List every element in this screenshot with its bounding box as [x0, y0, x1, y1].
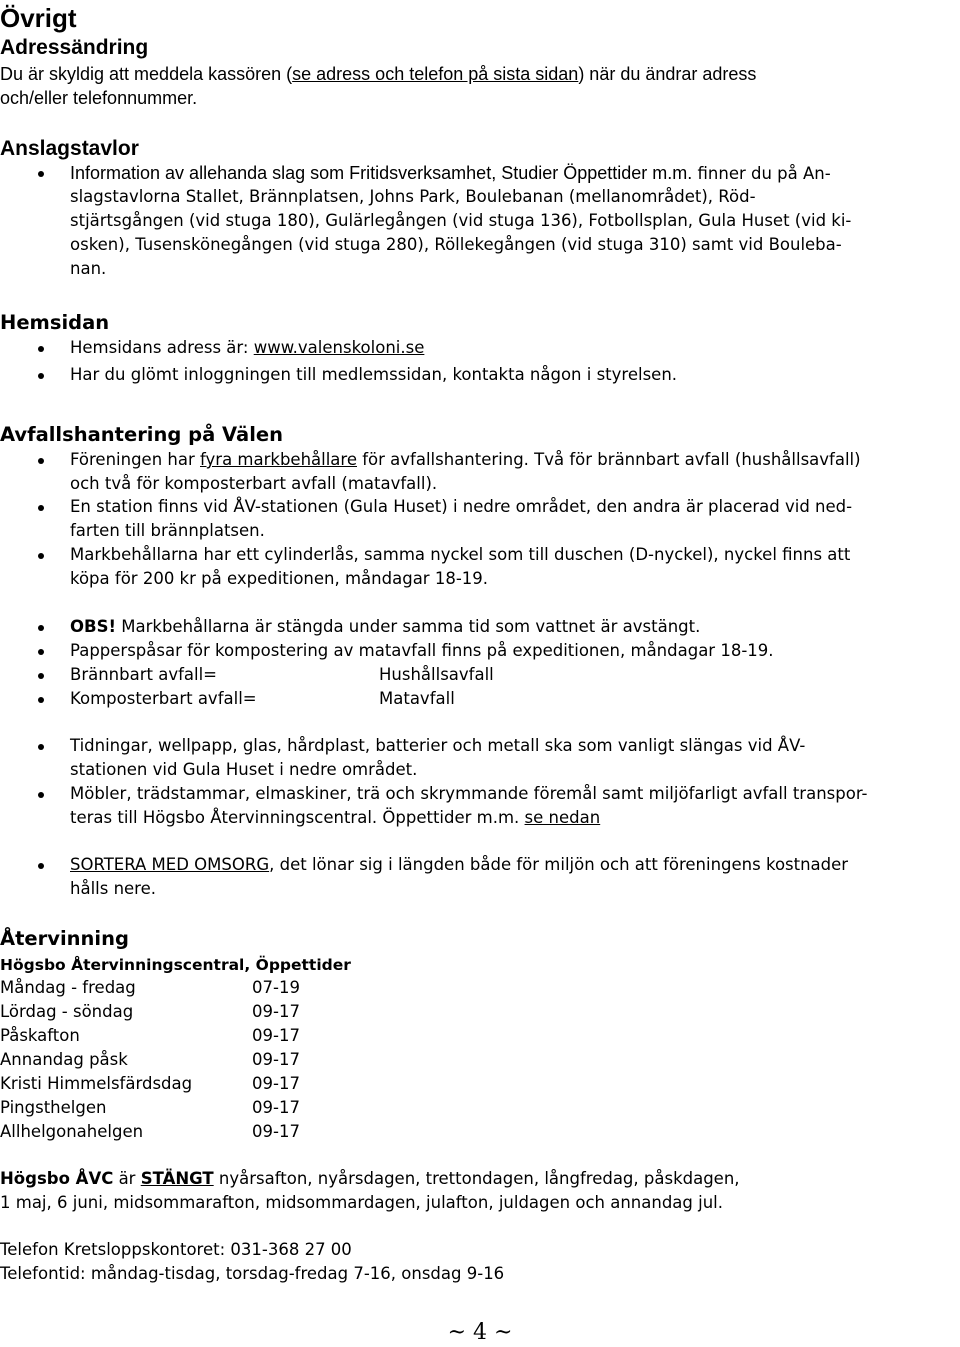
- closed-strong: STÄNGT: [140, 1169, 214, 1188]
- section-title-adressandring: Adressändring: [0, 36, 149, 59]
- hours-time: 09-17: [252, 1050, 300, 1069]
- hours-time: 09-17: [252, 1098, 300, 1117]
- avfall-b3-line-1: Markbehållarna har ett cylinderlås, samma nyckel som till duschen (D-nyckel), nyckel finns att: [70, 545, 851, 564]
- adress-line-2: och/eller telefonnummer.: [0, 88, 198, 108]
- avfall-b6-label: Brännbart avfall=: [70, 665, 218, 684]
- anslag-line-1b: finner du på An-: [692, 164, 831, 183]
- adress-line-1: [0, 64, 756, 85]
- anslag-line-4: osken), Tusenskönegången (vid stuga 280), Röllekegången (vid stuga 310) samt vid Bouleba-: [70, 235, 842, 254]
- avfall-b1-line-1: [70, 450, 861, 469]
- avfall-b5: Papperspåsar för kompostering av matavfall finns på expeditionen, måndagar 18-19.: [70, 641, 774, 660]
- avfall-b6-value: Hushållsavfall: [379, 665, 494, 684]
- bullet-icon: [38, 863, 44, 869]
- hours-day: Allhelgonahelgen: [0, 1122, 144, 1141]
- bullet-icon: [38, 649, 44, 655]
- markbehallare-link[interactable]: fyra markbehållare: [200, 450, 357, 469]
- bullet-icon: [38, 697, 44, 703]
- obs-text: Markbehållarna är stängda under samma tid som vattnet är avstängt.: [116, 617, 701, 636]
- closed-mid: är: [113, 1169, 141, 1188]
- avfall-b9-line-2: [70, 808, 600, 827]
- avfall-b4: [70, 617, 700, 636]
- hemsida-link[interactable]: www.valenskoloni.se: [253, 338, 425, 357]
- atervinning-subtitle: Högsbo Återvinningscentral, Öppettider: [0, 956, 351, 974]
- bullet-icon: [38, 553, 44, 559]
- avfall-b2-line-1: En station finns vid ÅV-stationen (Gula Huset) i nedre området, den andra är placerad vid ned-: [70, 497, 853, 516]
- section-title-anslagstavlor: Anslagstavlor: [0, 137, 139, 160]
- anslag-line-1: [70, 163, 831, 184]
- avfall-b8-line-2: stationen vid Gula Huset i nedre området.: [70, 760, 418, 779]
- hours-day: Annandag påsk: [0, 1050, 128, 1069]
- anslag-line-2: slagstavlorna Stallet, Brännplatsen, Johns Park, Boulebanan (mellanområdet), Röd-: [70, 187, 756, 206]
- avfall-b10-line-2: hålls nere.: [70, 879, 157, 898]
- hours-time: 09-17: [252, 1002, 300, 1021]
- bullet-icon: [38, 373, 44, 379]
- page-heading: Övrigt: [0, 3, 77, 33]
- sortera-link[interactable]: SORTERA MED OMSORG: [70, 855, 270, 874]
- phone-line: Telefon Kretsloppskontoret: 031-368 27 00: [0, 1240, 352, 1259]
- hours-day: Lördag - söndag: [0, 1002, 134, 1021]
- avfall-b1-line-2: och två för komposterbart avfall (matavfall).: [70, 474, 438, 493]
- bullet-icon: [38, 744, 44, 750]
- hours-time: 09-17: [252, 1122, 300, 1141]
- avfall-b9-text: teras till Högsbo Återvinningscentral. Öppettider m.m.: [70, 808, 525, 827]
- bullet-icon: [38, 346, 44, 352]
- section-title-hemsidan: Hemsidan: [0, 311, 110, 334]
- closed-days-line-1: [0, 1169, 740, 1188]
- page-number: ~ 4 ~: [447, 1320, 513, 1345]
- section-title-avfall: Avfallshantering på Välen: [0, 423, 284, 446]
- bullet-icon: [38, 792, 44, 798]
- closed-rest: nyårsafton, nyårsdagen, trettondagen, långfredag, påskdagen,: [213, 1169, 740, 1188]
- phone-time-line: Telefontid: måndag-tisdag, torsdag-fredag 7-16, onsdag 9-16: [0, 1264, 505, 1283]
- bullet-icon: [38, 171, 44, 177]
- avfall-b2-line-2: farten till brännplatsen.: [70, 521, 265, 540]
- hours-time: 09-17: [252, 1026, 300, 1045]
- anslag-line-5: nan.: [70, 259, 107, 278]
- avfall-b7-value: Matavfall: [379, 689, 455, 708]
- avfall-b10-text: , det lönar sig i längden både för miljön och att föreningens kostnader: [269, 855, 849, 874]
- hours-day: Pingsthelgen: [0, 1098, 107, 1117]
- avfall-b3-line-2: köpa för 200 kr på expeditionen, måndagar 18-19.: [70, 569, 489, 588]
- hours-day: Måndag - fredag: [0, 978, 136, 997]
- sista-sidan-link[interactable]: se adress och telefon på sista sidan: [292, 64, 579, 84]
- bullet-icon: [38, 673, 44, 679]
- anslag-line-1a: Information av allehanda slag som Fritidsverksamhet, Studier Öppettider m.m.: [70, 163, 693, 183]
- avfall-b7-label: Komposterbart avfall=: [70, 689, 257, 708]
- hemsidan-item-2: Har du glömt inloggningen till medlemssidan, kontakta någon i styrelsen.: [70, 365, 678, 384]
- closed-days-line-2: 1 maj, 6 juni, midsommarafton, midsommardagen, julafton, juldagen och annandag jul.: [0, 1193, 723, 1212]
- adress-text: Du är skyldig att meddela kassören (: [0, 64, 293, 84]
- bullet-icon: [38, 625, 44, 631]
- avfall-b9-line-1: Möbler, trädstammar, elmaskiner, trä och skrymmande föremål samt miljöfarligt avfall transpor-: [70, 784, 868, 803]
- obs-label: OBS!: [70, 617, 117, 636]
- section-title-atervinning: Återvinning: [0, 927, 129, 950]
- hours-time: 07-19: [252, 978, 300, 997]
- anslag-line-3: stjärtsgången (vid stuga 180), Gulärlegången (vid stuga 136), Fotbollsplan, Gula Huset (vid ki-: [70, 211, 852, 230]
- hours-day: Kristi Himmelsfärdsdag: [0, 1074, 193, 1093]
- avfall-b10-line-1: [70, 855, 848, 874]
- hours-day: Påskafton: [0, 1026, 80, 1045]
- se-nedan-link[interactable]: se nedan: [524, 808, 601, 827]
- bullet-icon: [38, 505, 44, 511]
- closed-label: Högsbo ÅVC: [0, 1169, 114, 1188]
- bullet-icon: [38, 458, 44, 464]
- adress-text-end: ) när du ändrar adress: [578, 64, 757, 84]
- hemsidan-label: Hemsidans adress är:: [70, 338, 254, 357]
- hemsidan-item-1: [70, 338, 424, 357]
- avfall-b8-line-1: Tidningar, wellpapp, glas, hårdplast, batterier och metall ska som vanligt slängas vid ÅV-: [70, 736, 806, 755]
- avfall-b1-text-end: för avfallshantering. Två för brännbart avfall (hushållsavfall): [357, 450, 861, 469]
- hours-time: 09-17: [252, 1074, 300, 1093]
- avfall-b1-text: Föreningen har: [70, 450, 200, 469]
